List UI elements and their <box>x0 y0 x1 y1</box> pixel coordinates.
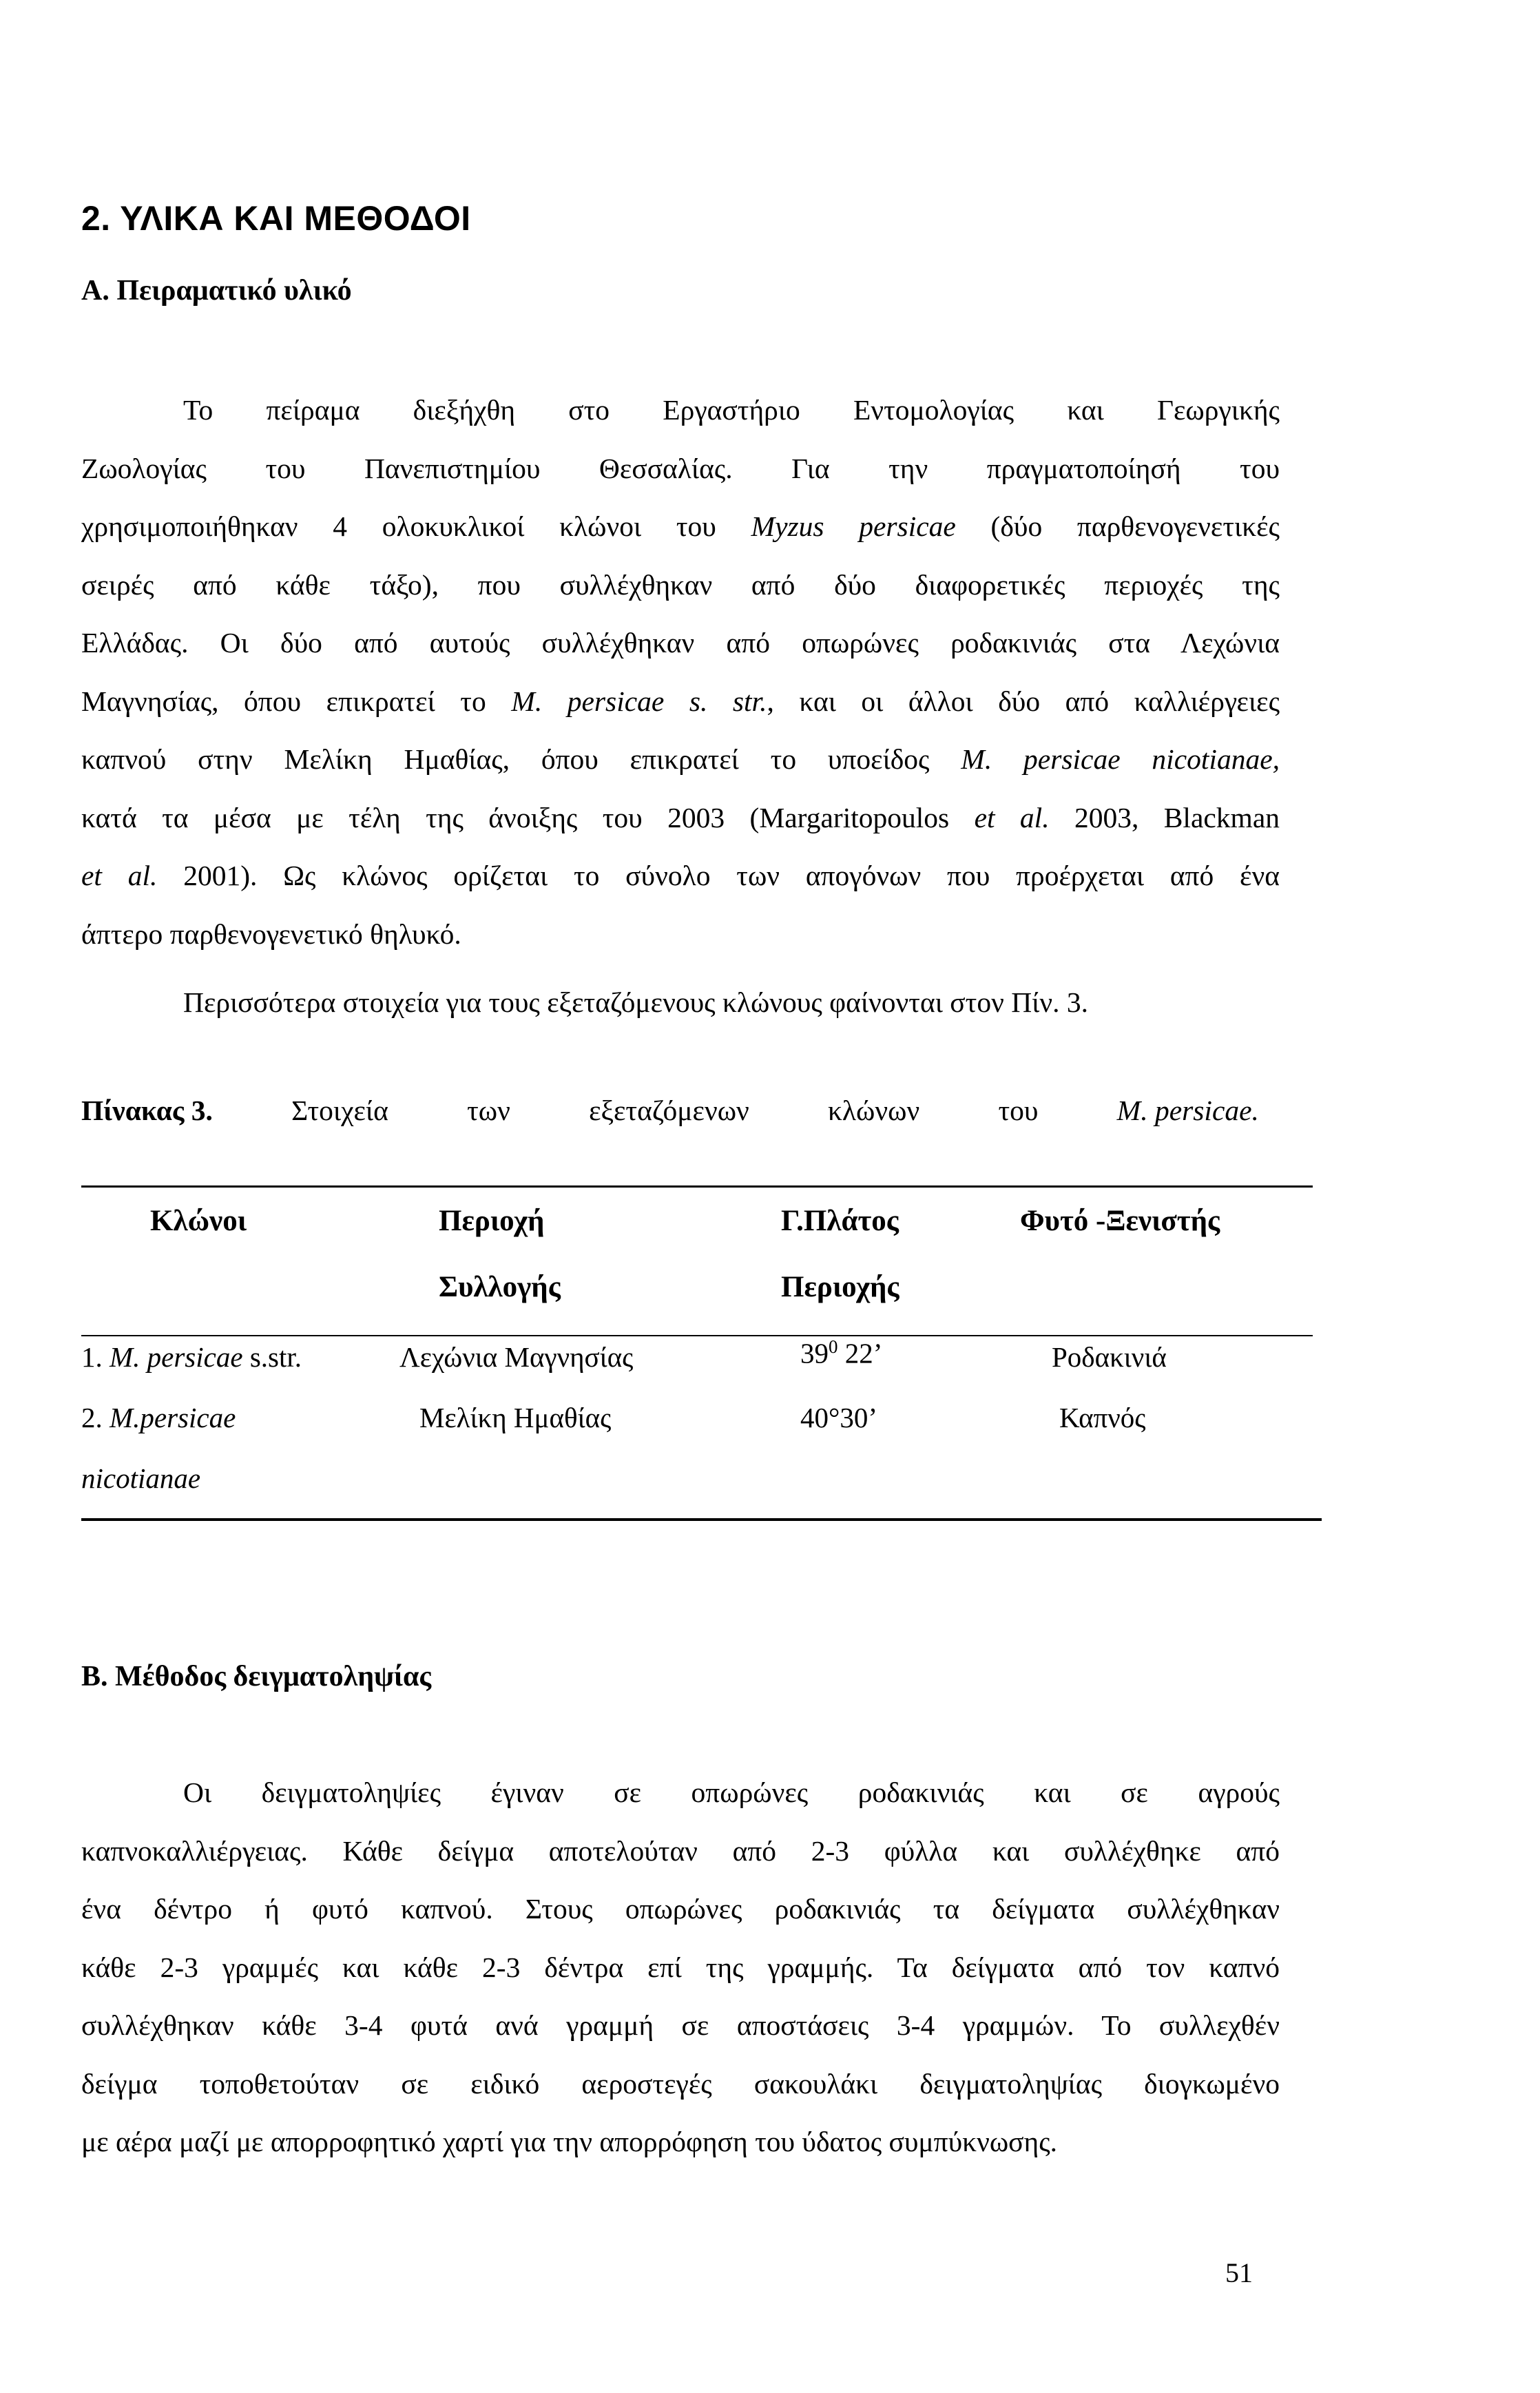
table-caption <box>81 1094 1259 1127</box>
subsection-a-title: Α. Πειραματικό υλικό <box>81 275 352 307</box>
subsection-b-title: Β. Μέθοδος δειγματοληψίας <box>81 1661 432 1692</box>
degree-superscript: 0 <box>829 1336 838 1357</box>
table-cell-latitude-1 <box>800 1336 882 1370</box>
table-cell-host-2: Καπνός <box>1059 1402 1146 1433</box>
species-name: M.persicae <box>110 1402 236 1433</box>
table-cell-clone-2-line2: nicotianae <box>81 1462 201 1494</box>
paragraph-line: άπτερο παρθενογενετικό θηλυκό. <box>81 918 461 950</box>
text-run: 22’ <box>837 1337 883 1369</box>
table-cell-region-2: Μελίκη Ημαθίας <box>419 1402 612 1433</box>
text-run: s.str. <box>242 1341 302 1373</box>
caption-word: Στοιχεία <box>291 1095 388 1126</box>
table-bottom-rule <box>81 1518 1322 1521</box>
table-header-latitude: Γ.Πλάτος <box>781 1205 899 1237</box>
paragraph-line <box>81 672 1280 731</box>
paragraph-line: καπνοκαλλιέργειας. Κάθε δείγμα αποτελούταν από 2-3 φύλλα και συλλέχθηκε από <box>81 1834 1280 1867</box>
paragraph-line: Ελλάδας. Οι δύο από αυτούς συλλέχθηκαν από οπωρώνες ροδακινιάς στα Λεχώνια <box>81 627 1280 659</box>
caption-word: εξεταζόμενων <box>589 1095 749 1126</box>
paragraph-line: Το πείραμα διεξήχθη στο Εργαστήριο Εντομολογίας και Γεωργικής <box>183 394 1280 426</box>
table-cell-latitude-2: 40°30’ <box>800 1402 878 1433</box>
text-run: καπνού στην Μελίκη Ημαθίας, όπου επικρατεί το υποείδος <box>81 743 961 775</box>
text-run: 2003, Blackman <box>1049 801 1280 833</box>
paragraph-sampling-method <box>81 1763 1280 2171</box>
text-run: (δύο παρθενογενετικές <box>955 510 1280 542</box>
paragraph-line: συλλέχθηκαν κάθε 3-4 φυτά ανά γραμμή σε αποστάσεις 3-4 γραμμών. Το συλλεχθέν <box>81 2009 1280 2041</box>
caption-word: των <box>467 1095 510 1126</box>
table-header-host-plant: Φυτό -Ξενιστής <box>1020 1205 1220 1237</box>
table-header-clones: Κλώνοι <box>150 1205 247 1237</box>
species-name: Myzus persicae <box>751 510 956 542</box>
text-run: χρησιμοποιήθηκαν 4 ολοκυκλικοί κλώνοι του <box>81 510 751 542</box>
caption-word: κλώνων <box>828 1095 920 1126</box>
paragraph-line: Περισσότερα στοιχεία για τους εξεταζόμενους κλώνους φαίνονται στον Πίν. 3. <box>183 986 1088 1018</box>
paragraph-experimental-material <box>81 381 1280 963</box>
caption-species: M. persicae. <box>1116 1095 1259 1126</box>
species-name: M. persicae nicotianae, <box>961 743 1280 775</box>
text-run: Μαγνησίας, όπου επικρατεί το <box>81 685 512 717</box>
species-name: M. persicae s. str. <box>511 685 767 717</box>
caption-word: του <box>998 1095 1039 1126</box>
table-header-region-line2: Συλλογής <box>439 1271 561 1303</box>
text-run: 39 <box>800 1337 829 1369</box>
paragraph-line <box>81 497 1280 556</box>
section-title: 2. ΥΛΙΚΑ ΚΑΙ ΜΕΘΟΔΟΙ <box>81 199 471 238</box>
page-number: 51 <box>1225 2257 1253 2288</box>
table-cell-host-1: Ροδακινιά <box>1052 1341 1167 1373</box>
paragraph-line <box>81 730 1280 789</box>
citation-etal: et al. <box>81 860 158 891</box>
species-name: M. persicae <box>110 1341 243 1373</box>
citation-etal: et al. <box>974 801 1050 833</box>
table-top-rule <box>81 1185 1313 1188</box>
paragraph-table-reference <box>183 973 1280 1032</box>
row-number: 2. <box>81 1402 110 1433</box>
paragraph-line: κάθε 2-3 γραμμές και κάθε 2-3 δέντρα επί της γραμμής. Τα δείγματα από τον καπνό <box>81 1951 1280 1983</box>
table-cell-clone-1 <box>81 1340 302 1374</box>
text-run: , και οι άλλοι δύο από καλλιέργειες <box>767 685 1280 717</box>
paragraph-line: ένα δέντρο ή φυτό καπνού. Στους οπωρώνες ροδακινιάς τα δείγματα συλλέχθηκαν <box>81 1893 1280 1925</box>
text-run: κατά τα μέσα με τέλη της άνοιξης του 2003 (Margaritopoulos <box>81 801 975 833</box>
table-caption-label: Πίνακας 3. <box>81 1095 213 1126</box>
paragraph-line: με αέρα μαζί με απορροφητικό χαρτί για την απορρόφηση του ύδατος συμπύκνωσης. <box>81 2126 1058 2157</box>
table-header-latitude-line2: Περιοχής <box>781 1271 899 1303</box>
paragraph-line: Οι δειγματοληψίες έγιναν σε οπωρώνες ροδακινιάς και σε αγρούς <box>183 1776 1280 1808</box>
paragraph-line <box>81 847 1280 905</box>
text-run: 2001). Ως κλώνος ορίζεται το σύνολο των απογόνων που προέρχεται από ένα <box>157 860 1280 891</box>
paragraph-line: δείγμα τοποθετούταν σε ειδικό αεροστεγές σακουλάκι δειγματοληψίας διογκωμένο <box>81 2067 1280 2100</box>
table-cell-clone-2 <box>81 1401 236 1434</box>
table-header-region: Περιοχή <box>439 1205 545 1237</box>
paragraph-line <box>81 789 1280 847</box>
row-number: 1. <box>81 1341 110 1373</box>
paragraph-line: σειρές από κάθε τάξο), που συλλέχθηκαν από δύο διαφορετικές περιοχές της <box>81 568 1280 601</box>
table-cell-region-1: Λεχώνια Μαγνησίας <box>399 1341 634 1373</box>
table-header-rule <box>81 1335 1313 1336</box>
paragraph-line: Ζωολογίας του Πανεπιστημίου Θεσσαλίας. Για την πραγματοποίησή του <box>81 452 1280 484</box>
